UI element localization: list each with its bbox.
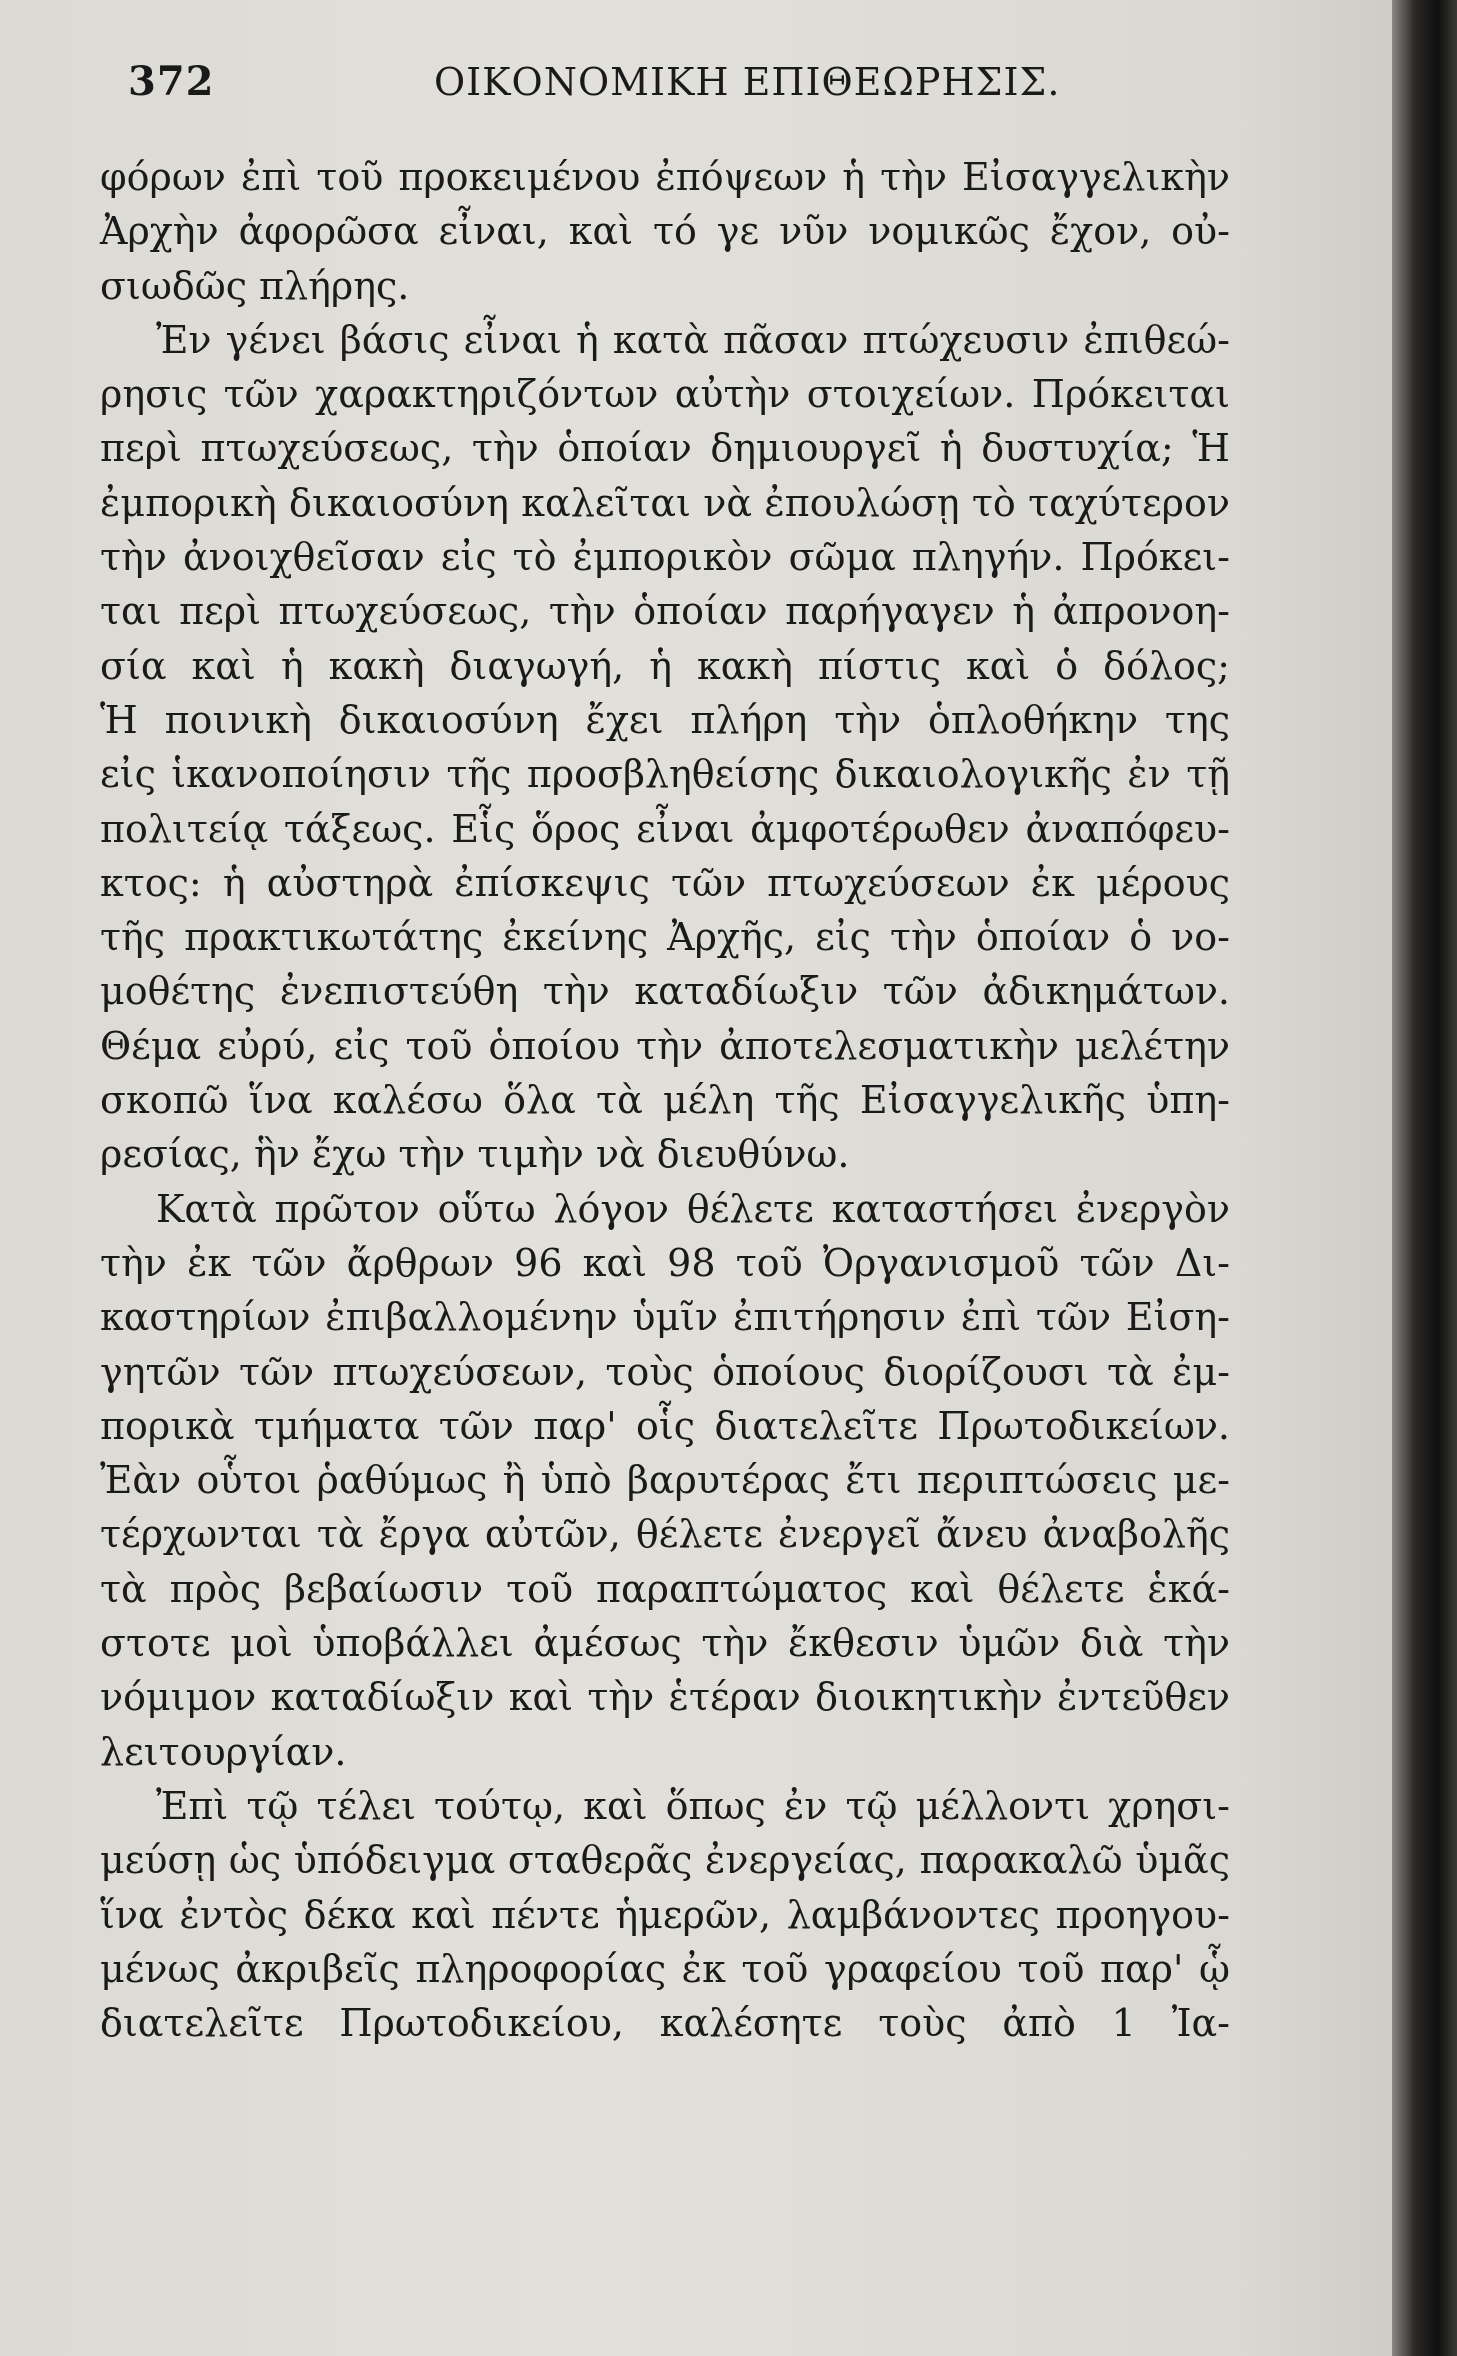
- text-line: καστηρίων ἐπιβαλλομένην ὑμῖν ἐπιτήρησιν ἐπὶ τῶν Εἰση-: [100, 1295, 1230, 1340]
- page-number: 372: [128, 58, 215, 105]
- text-line: πολιτείᾳ τάξεως. Εἷς ὅρος εἶναι ἀμφοτέρωθεν ἀναπόφευ-: [100, 806, 1230, 851]
- text-line: σκοπῶ ἵνα καλέσω ὅλα τὰ μέλη τῆς Εἰσαγγελικῆς ὑπη-: [100, 1078, 1230, 1123]
- text-line: διατελεῖτε Πρωτοδικείου, καλέσητε τοὺς ἀπὸ 1 Ἰα-: [100, 2001, 1230, 2046]
- text-line: ται περὶ πτωχεύσεως, τὴν ὁποίαν παρήγαγεν ἡ ἀπρονοη-: [100, 589, 1230, 634]
- running-title: ΟΙΚΟΝΟΜΙΚΗ ΕΠΙΘΕΩΡΗΣΙΣ.: [434, 60, 1061, 104]
- text-line: Κατὰ πρῶτον οὕτω λόγον θέλετε καταστήσει ἐνεργὸν: [156, 1186, 1230, 1231]
- text-line: τέρχωνται τὰ ἔργα αὐτῶν, θέλετε ἐνεργεῖ ἄνευ ἀναβολῆς: [100, 1512, 1230, 1557]
- text-line: μεύσῃ ὡς ὑπόδειγμα σταθερᾶς ἐνεργείας, παρακαλῶ ὑμᾶς: [100, 1838, 1230, 1883]
- text-line: ρεσίας, ἣν ἔχω τὴν τιμὴν νὰ διευθύνω.: [100, 1132, 850, 1177]
- text-line: εἰς ἱκανοποίησιν τῆς προσβληθείσης δικαιολογικῆς ἐν τῇ: [100, 752, 1230, 797]
- text-line: τὰ πρὸς βεβαίωσιν τοῦ παραπτώματος καὶ θέλετε ἑκά-: [100, 1566, 1230, 1611]
- text-line: μοθέτης ἐνεπιστεύθη τὴν καταδίωξιν τῶν ἀδικημάτων.: [100, 969, 1230, 1014]
- text-line: τῆς πρακτικωτάτης ἐκείνης Ἀρχῆς, εἰς τὴν ὁποίαν ὁ νο-: [100, 915, 1230, 960]
- text-line: κτος: ἡ αὐστηρὰ ἐπίσκεψις τῶν πτωχεύσεων ἐκ μέρους: [100, 860, 1230, 905]
- text-line: Ἀρχὴν ἀφορῶσα εἶναι, καὶ τό γε νῦν νομικῶς ἔχον, οὐ-: [100, 209, 1230, 254]
- text-line: φόρων ἐπὶ τοῦ προκειμένου ἐπόψεων ἡ τὴν Εἰσαγγελικὴν: [100, 155, 1230, 199]
- page-header: [128, 58, 1328, 118]
- text-line: Ἡ ποινικὴ δικαιοσύνη ἔχει πλήρη τὴν ὁπλοθήκην της: [100, 697, 1230, 742]
- text-line: λειτουργίαν.: [100, 1729, 347, 1774]
- text-line: ἐμπορικὴ δικαιοσύνη καλεῖται νὰ ἐπουλώσῃ τὸ ταχύτερον: [100, 480, 1230, 525]
- text-line: ρησις τῶν χαρακτηριζόντων αὐτὴν στοιχείων. Πρόκειται: [100, 372, 1230, 417]
- text-line: γητῶν τῶν πτωχεύσεων, τοὺς ὁποίους διορίζουσι τὰ ἐμ-: [100, 1349, 1230, 1394]
- text-line: Ἐπὶ τῷ τέλει τούτῳ, καὶ ὅπως ἐν τῷ μέλλοντι χρησι-: [156, 1783, 1230, 1828]
- text-line: ἵνα ἐντὸς δέκα καὶ πέντε ἡμερῶν, λαμβάνοντες προηγου-: [100, 1892, 1230, 1937]
- text-line: Ἐὰν οὗτοι ῥαθύμως ἢ ὑπὸ βαρυτέρας ἔτι περιπτώσεις με-: [100, 1458, 1230, 1503]
- body-text: [100, 150, 1230, 2050]
- text-line: περὶ πτωχεύσεως, τὴν ὁποίαν δημιουργεῖ ἡ δυστυχία; Ἡ: [100, 426, 1230, 471]
- text-line: στοτε μοὶ ὑποβάλλει ἀμέσως τὴν ἔκθεσιν ὑμῶν διὰ τὴν: [100, 1621, 1230, 1666]
- text-line: Ἐν γένει βάσις εἶναι ἡ κατὰ πᾶσαν πτώχευσιν ἐπιθεώ-: [156, 317, 1230, 362]
- text-line: τὴν ἐκ τῶν ἄρθρων 96 καὶ 98 τοῦ Ὀργανισμοῦ τῶν Δι-: [100, 1240, 1230, 1285]
- text-line: σιωδῶς πλήρης.: [100, 263, 410, 308]
- text-line: σία καὶ ἡ κακὴ διαγωγή, ἡ κακὴ πίστις καὶ ὁ δόλος;: [100, 643, 1230, 688]
- text-line: πορικὰ τμήματα τῶν παρ' οἷς διατελεῖτε Πρωτοδικείων.: [100, 1403, 1230, 1448]
- text-line: νόμιμον καταδίωξιν καὶ τὴν ἑτέραν διοικητικὴν ἐντεῦθεν: [100, 1675, 1230, 1720]
- book-spine-shadow: [1392, 0, 1457, 2356]
- text-line: μένως ἀκριβεῖς πληροφορίας ἐκ τοῦ γραφείου τοῦ παρ' ᾧ: [100, 1946, 1230, 1991]
- text-line: τὴν ἀνοιχθεῖσαν εἰς τὸ ἐμπορικὸν σῶμα πληγήν. Πρόκει-: [100, 535, 1230, 580]
- text-line: Θέμα εὐρύ, εἰς τοῦ ὁποίου τὴν ἀποτελεσματικὴν μελέτην: [100, 1023, 1230, 1068]
